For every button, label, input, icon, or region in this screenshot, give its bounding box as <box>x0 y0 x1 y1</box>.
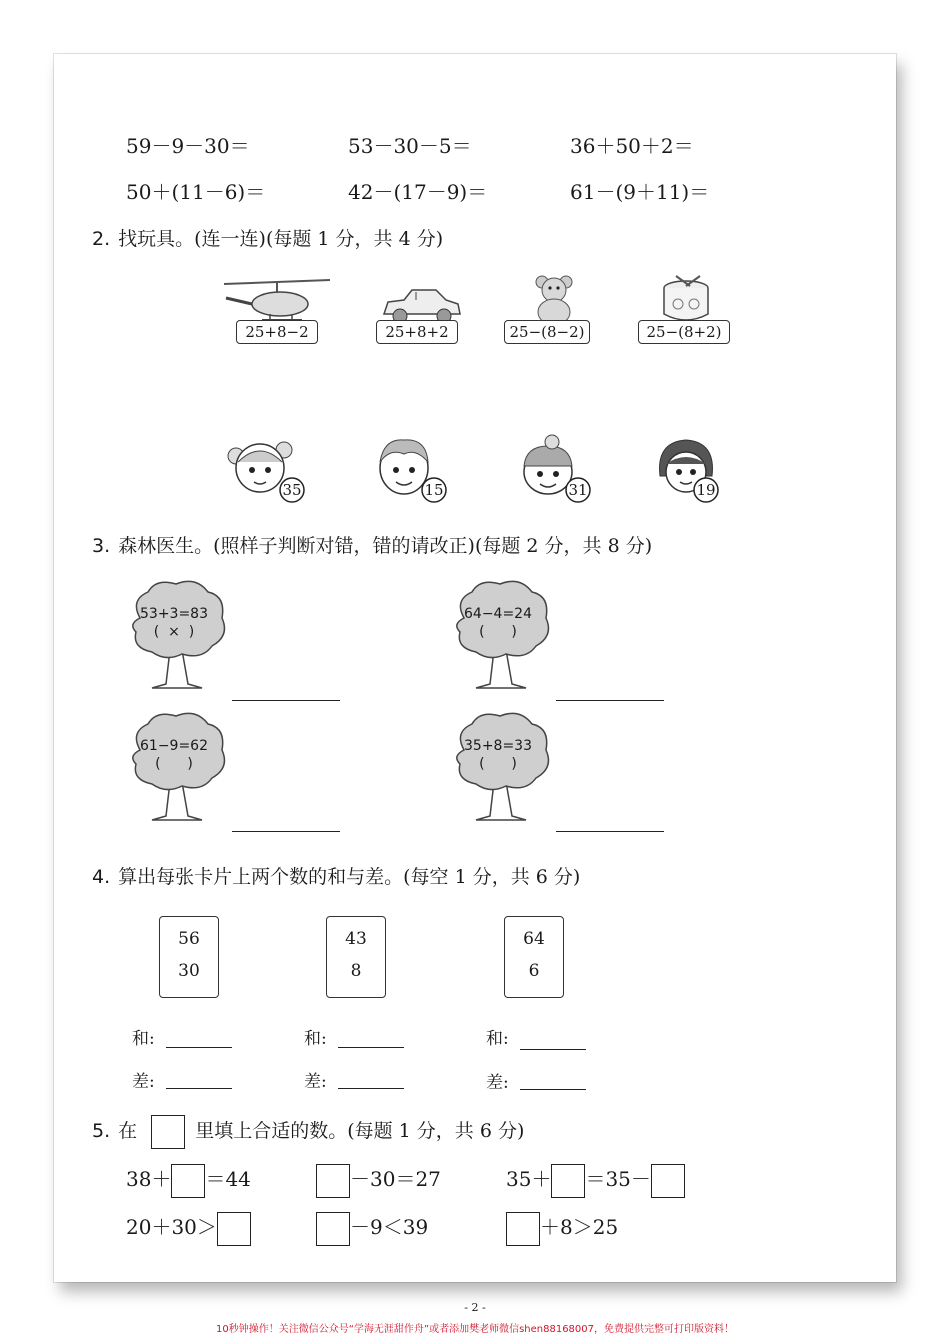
q1-expr: 50＋(11－6)＝ <box>126 180 266 204</box>
fill-item <box>316 1210 428 1246</box>
question-text: 森林医生。(照样子判断对错，错的请改正)(每题 2 分，共 8 分) <box>118 535 653 557</box>
fill-text: ＋8＞25 <box>540 1215 619 1239</box>
difference-blank[interactable] <box>520 1088 586 1090</box>
fill-text: －9＜39 <box>350 1215 429 1239</box>
toy-expression: 25−(8−2) <box>504 320 590 344</box>
tree-1 <box>126 578 236 690</box>
difference-label: 差: <box>486 1073 509 1093</box>
card-number: 43 <box>345 929 367 949</box>
judgement-mark: × <box>168 624 180 640</box>
q1-expr: 53－30－5＝ <box>348 134 472 158</box>
worksheet-page <box>54 54 896 1314</box>
correction-blank[interactable] <box>232 830 340 832</box>
card-number: 6 <box>528 961 540 981</box>
card-number: 8 <box>350 961 362 981</box>
q4-title <box>92 862 580 889</box>
difference-label: 差: <box>132 1072 155 1092</box>
fill-text: 35＋ <box>506 1167 552 1191</box>
teddy-bear-icon <box>524 272 584 326</box>
fill-item <box>316 1162 441 1198</box>
fill-text: －30＝27 <box>350 1167 441 1191</box>
answer-box[interactable] <box>316 1212 350 1246</box>
tree-3 <box>126 710 236 822</box>
question-text-before: 在 <box>118 1120 138 1142</box>
fill-item <box>126 1210 251 1246</box>
page-number: - 2 - <box>464 1301 486 1314</box>
card-number: 56 <box>178 929 200 949</box>
q1-expr: 61－(9＋11)＝ <box>570 180 710 204</box>
tree-equation: 61−9=62 <box>140 738 208 754</box>
fill-text: 38＋ <box>126 1167 172 1191</box>
kid-number: 19 <box>696 481 716 499</box>
promo-footer: 10秒钟操作！关注微信公众号“学海无涯甜作舟”或者添加樊老师微信shen88168007，免费提供完整可打印版资料！ <box>215 1324 735 1335</box>
number-card <box>504 916 564 998</box>
kid-girl-bob <box>654 432 734 506</box>
toy-expression: 25+8−2 <box>236 320 318 344</box>
card-number: 64 <box>523 929 545 949</box>
fill-text: ＝35－ <box>585 1167 651 1191</box>
teddy-bear-toy <box>502 272 612 352</box>
q3-title <box>92 531 652 558</box>
tree-2 <box>450 578 560 690</box>
answer-box[interactable] <box>316 1164 350 1198</box>
q1-expr: 36＋50＋2＝ <box>570 134 694 158</box>
kid-number: 15 <box>424 481 444 499</box>
tree-judgement: ( ) <box>479 756 517 772</box>
fill-item <box>506 1210 618 1246</box>
q1-expr: 42－(17－9)＝ <box>348 180 488 204</box>
fill-text: ＝44 <box>205 1167 251 1191</box>
difference-label: 差: <box>304 1072 327 1092</box>
card-number: 30 <box>178 961 200 981</box>
toy-expression: 25+8+2 <box>376 320 458 344</box>
question-number: 4. <box>92 866 111 888</box>
correction-blank[interactable] <box>556 830 664 832</box>
answer-box[interactable] <box>506 1212 540 1246</box>
question-text-after: 里填上合适的数。(每题 1 分，共 6 分) <box>195 1120 525 1142</box>
sum-blank[interactable] <box>520 1048 586 1050</box>
number-card <box>326 916 386 998</box>
number-card <box>159 916 219 998</box>
sum-label: 和: <box>132 1029 155 1049</box>
correction-blank[interactable] <box>556 699 664 701</box>
sum-blank[interactable] <box>166 1046 232 1048</box>
toy-expression: 25−(8+2) <box>638 320 730 344</box>
tree-equation: 64−4=24 <box>464 606 532 622</box>
answer-box[interactable] <box>171 1164 205 1198</box>
helicopter-toy <box>222 272 332 352</box>
sum-blank[interactable] <box>338 1046 404 1048</box>
difference-blank[interactable] <box>166 1087 232 1089</box>
kid-boy-cap <box>516 432 596 506</box>
kid-girl-pigtails <box>226 432 306 506</box>
q5-title <box>92 1114 524 1149</box>
car-toy <box>368 272 478 352</box>
fill-text: 20＋30＞ <box>126 1215 217 1239</box>
tree-4 <box>450 710 560 822</box>
answer-box[interactable] <box>651 1164 685 1198</box>
kid-number: 31 <box>568 481 588 499</box>
kid-number: 35 <box>282 481 302 499</box>
tree-judgement: ( × ) <box>153 624 195 640</box>
tree-equation: 35+8=33 <box>464 738 532 754</box>
sum-label: 和: <box>486 1029 509 1049</box>
fill-item <box>126 1162 251 1198</box>
question-number: 3. <box>92 535 111 557</box>
fill-item <box>506 1162 685 1198</box>
answer-box[interactable] <box>551 1164 585 1198</box>
question-number: 5. <box>92 1120 111 1142</box>
tree-judgement: ( ) <box>155 756 193 772</box>
sum-label: 和: <box>304 1029 327 1049</box>
answer-box[interactable] <box>217 1212 251 1246</box>
tree-equation: 53+3=83 <box>140 606 208 622</box>
kid-boy <box>372 432 452 506</box>
question-text: 找玩具。(连一连)(每题 1 分，共 4 分) <box>118 228 444 250</box>
difference-blank[interactable] <box>338 1087 404 1089</box>
question-number: 2. <box>92 228 111 250</box>
drum-toy <box>636 272 746 352</box>
question-text: 算出每张卡片上两个数的和与差。(每空 1 分，共 6 分) <box>118 866 581 888</box>
correction-blank[interactable] <box>232 699 340 701</box>
tree-judgement: ( ) <box>479 624 517 640</box>
sample-box <box>151 1115 185 1149</box>
q1-expr: 59－9－30＝ <box>126 134 250 158</box>
q2-title <box>92 224 443 251</box>
